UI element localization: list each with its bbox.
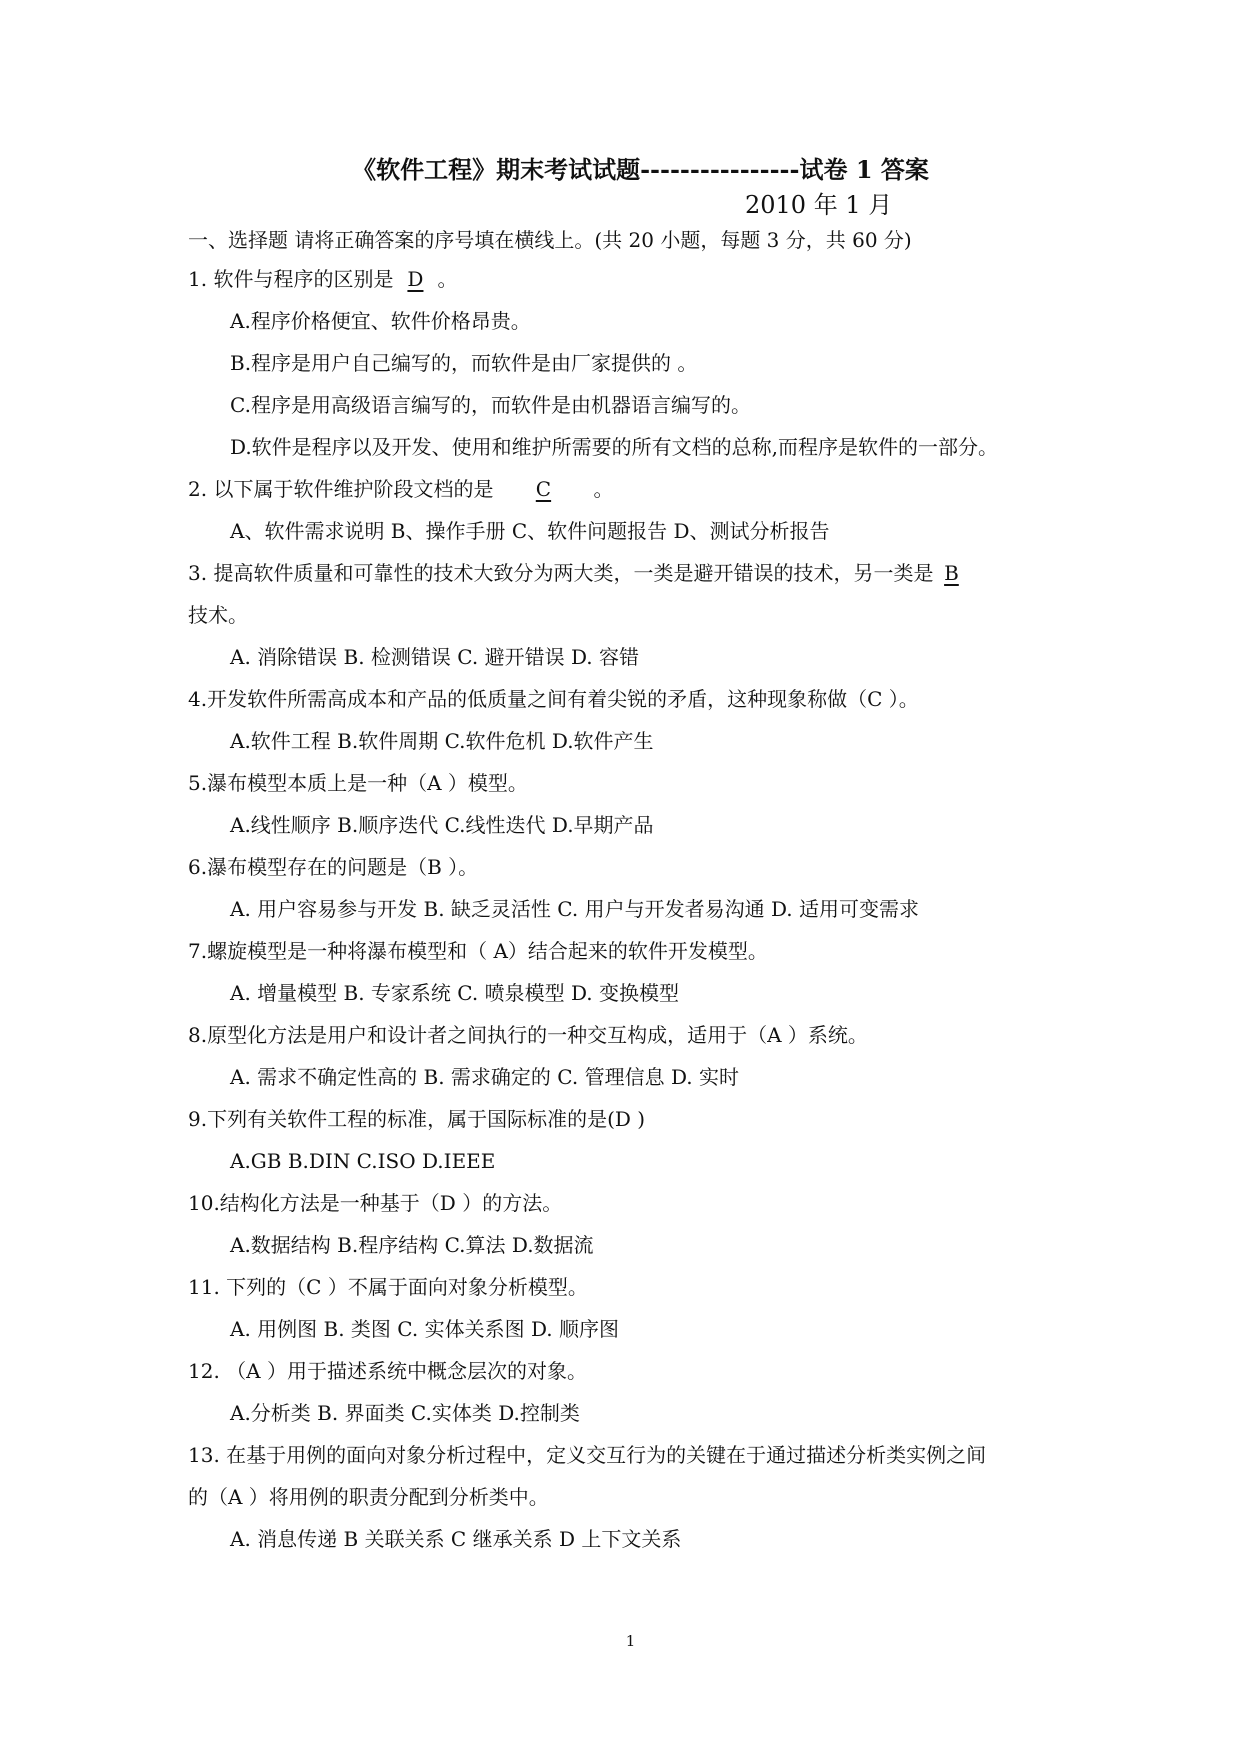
question-10-options: A.数据结构 B.程序结构 C.算法 D.数据流: [230, 1233, 594, 1257]
document-date: 2010 年 1 月: [745, 191, 893, 219]
question-1-option-b: B.程序是用户自己编写的，而软件是由厂家提供的 。: [230, 351, 698, 375]
question-4-stem: 4.开发软件所需高成本和产品的低质量之间有着尖锐的矛盾，这种现象称做（C ）。: [188, 687, 919, 711]
question-8-stem: 8.原型化方法是用户和设计者之间执行的一种交互构成，适用于（A ）系统。: [188, 1023, 868, 1047]
question-1-text: 1. 软件与程序的区别是: [188, 267, 394, 291]
question-12-options: A.分析类 B. 界面类 C.实体类 D.控制类: [230, 1401, 580, 1425]
question-12-stem: 12. （A ）用于描述系统中概念层次的对象。: [188, 1359, 587, 1383]
question-7-stem: 7.螺旋模型是一种将瀑布模型和（ A）结合起来的软件开发模型。: [188, 939, 768, 963]
question-5-stem: 5.瀑布模型本质上是一种（A ）模型。: [188, 771, 528, 795]
question-2-answer: C: [535, 477, 552, 501]
question-8-options: A. 需求不确定性高的 B. 需求确定的 C. 管理信息 D. 实时: [230, 1065, 739, 1089]
question-1-option-a: A.程序价格便宜、软件价格昂贵。: [230, 309, 531, 333]
question-2-text: 2. 以下属于软件维护阶段文档的是: [188, 477, 494, 501]
question-7-options: A. 增量模型 B. 专家系统 C. 喷泉模型 D. 变换模型: [230, 981, 679, 1005]
question-13-options: A. 消息传递 B 关联关系 C 继承关系 D 上下文关系: [230, 1527, 682, 1551]
question-3-stem-cont: 技术。: [188, 603, 248, 627]
question-2-stem: [188, 476, 613, 502]
question-5-options: A.线性顺序 B.顺序迭代 C.线性迭代 D.早期产品: [230, 813, 654, 837]
question-1-stem: [188, 266, 457, 292]
question-1-option-d: D.软件是程序以及开发、使用和维护所需要的所有文档的总称,而程序是软件的一部分。: [230, 435, 999, 459]
question-1-text-end: 。: [437, 267, 458, 291]
question-3-answer: B: [944, 561, 959, 585]
question-3-options: A. 消除错误 B. 检测错误 C. 避开错误 D. 容错: [230, 645, 639, 669]
document-title: 《软件工程》期末考试试题----------------试卷 1 答案: [352, 155, 929, 184]
question-3-text: 3. 提高软件质量和可靠性的技术大致分为两大类，一类是避开错误的技术，另一类是: [188, 561, 934, 585]
question-1-option-c: C.程序是用高级语言编写的，而软件是由机器语言编写的。: [230, 393, 751, 417]
section-heading: 一、选择题 请将正确答案的序号填在横线上。(共 20 小题，每题 3 分，共 60 分): [188, 228, 912, 252]
question-9-stem: 9.下列有关软件工程的标准，属于国际标准的是(D ): [188, 1107, 646, 1131]
question-10-stem: 10.结构化方法是一种基于（D ）的方法。: [188, 1191, 563, 1215]
question-6-options: A. 用户容易参与开发 B. 缺乏灵活性 C. 用户与开发者易沟通 D. 适用可变需求: [230, 897, 919, 921]
question-9-options: A.GB B.DIN C.ISO D.IEEE: [230, 1149, 496, 1173]
question-2-options: A、软件需求说明 B、操作手册 C、软件问题报告 D、测试分析报告: [230, 519, 830, 543]
question-3-stem: [188, 560, 969, 586]
question-11-stem: 11. 下列的（C ）不属于面向对象分析模型。: [188, 1275, 588, 1299]
question-4-options: A.软件工程 B.软件周期 C.软件危机 D.软件产生: [230, 729, 654, 753]
page-number: 1: [625, 1632, 636, 1650]
question-1-answer: D: [407, 267, 424, 291]
question-11-options: A. 用例图 B. 类图 C. 实体关系图 D. 顺序图: [230, 1317, 619, 1341]
question-13-stem-cont: 的（A ）将用例的职责分配到分析类中。: [188, 1485, 549, 1509]
question-13-stem: 13. 在基于用例的面向对象分析过程中，定义交互行为的关键在于通过描述分析类实例之间: [188, 1443, 987, 1467]
question-2-text-end: 。: [593, 477, 614, 501]
question-6-stem: 6.瀑布模型存在的问题是（B ）。: [188, 855, 479, 879]
